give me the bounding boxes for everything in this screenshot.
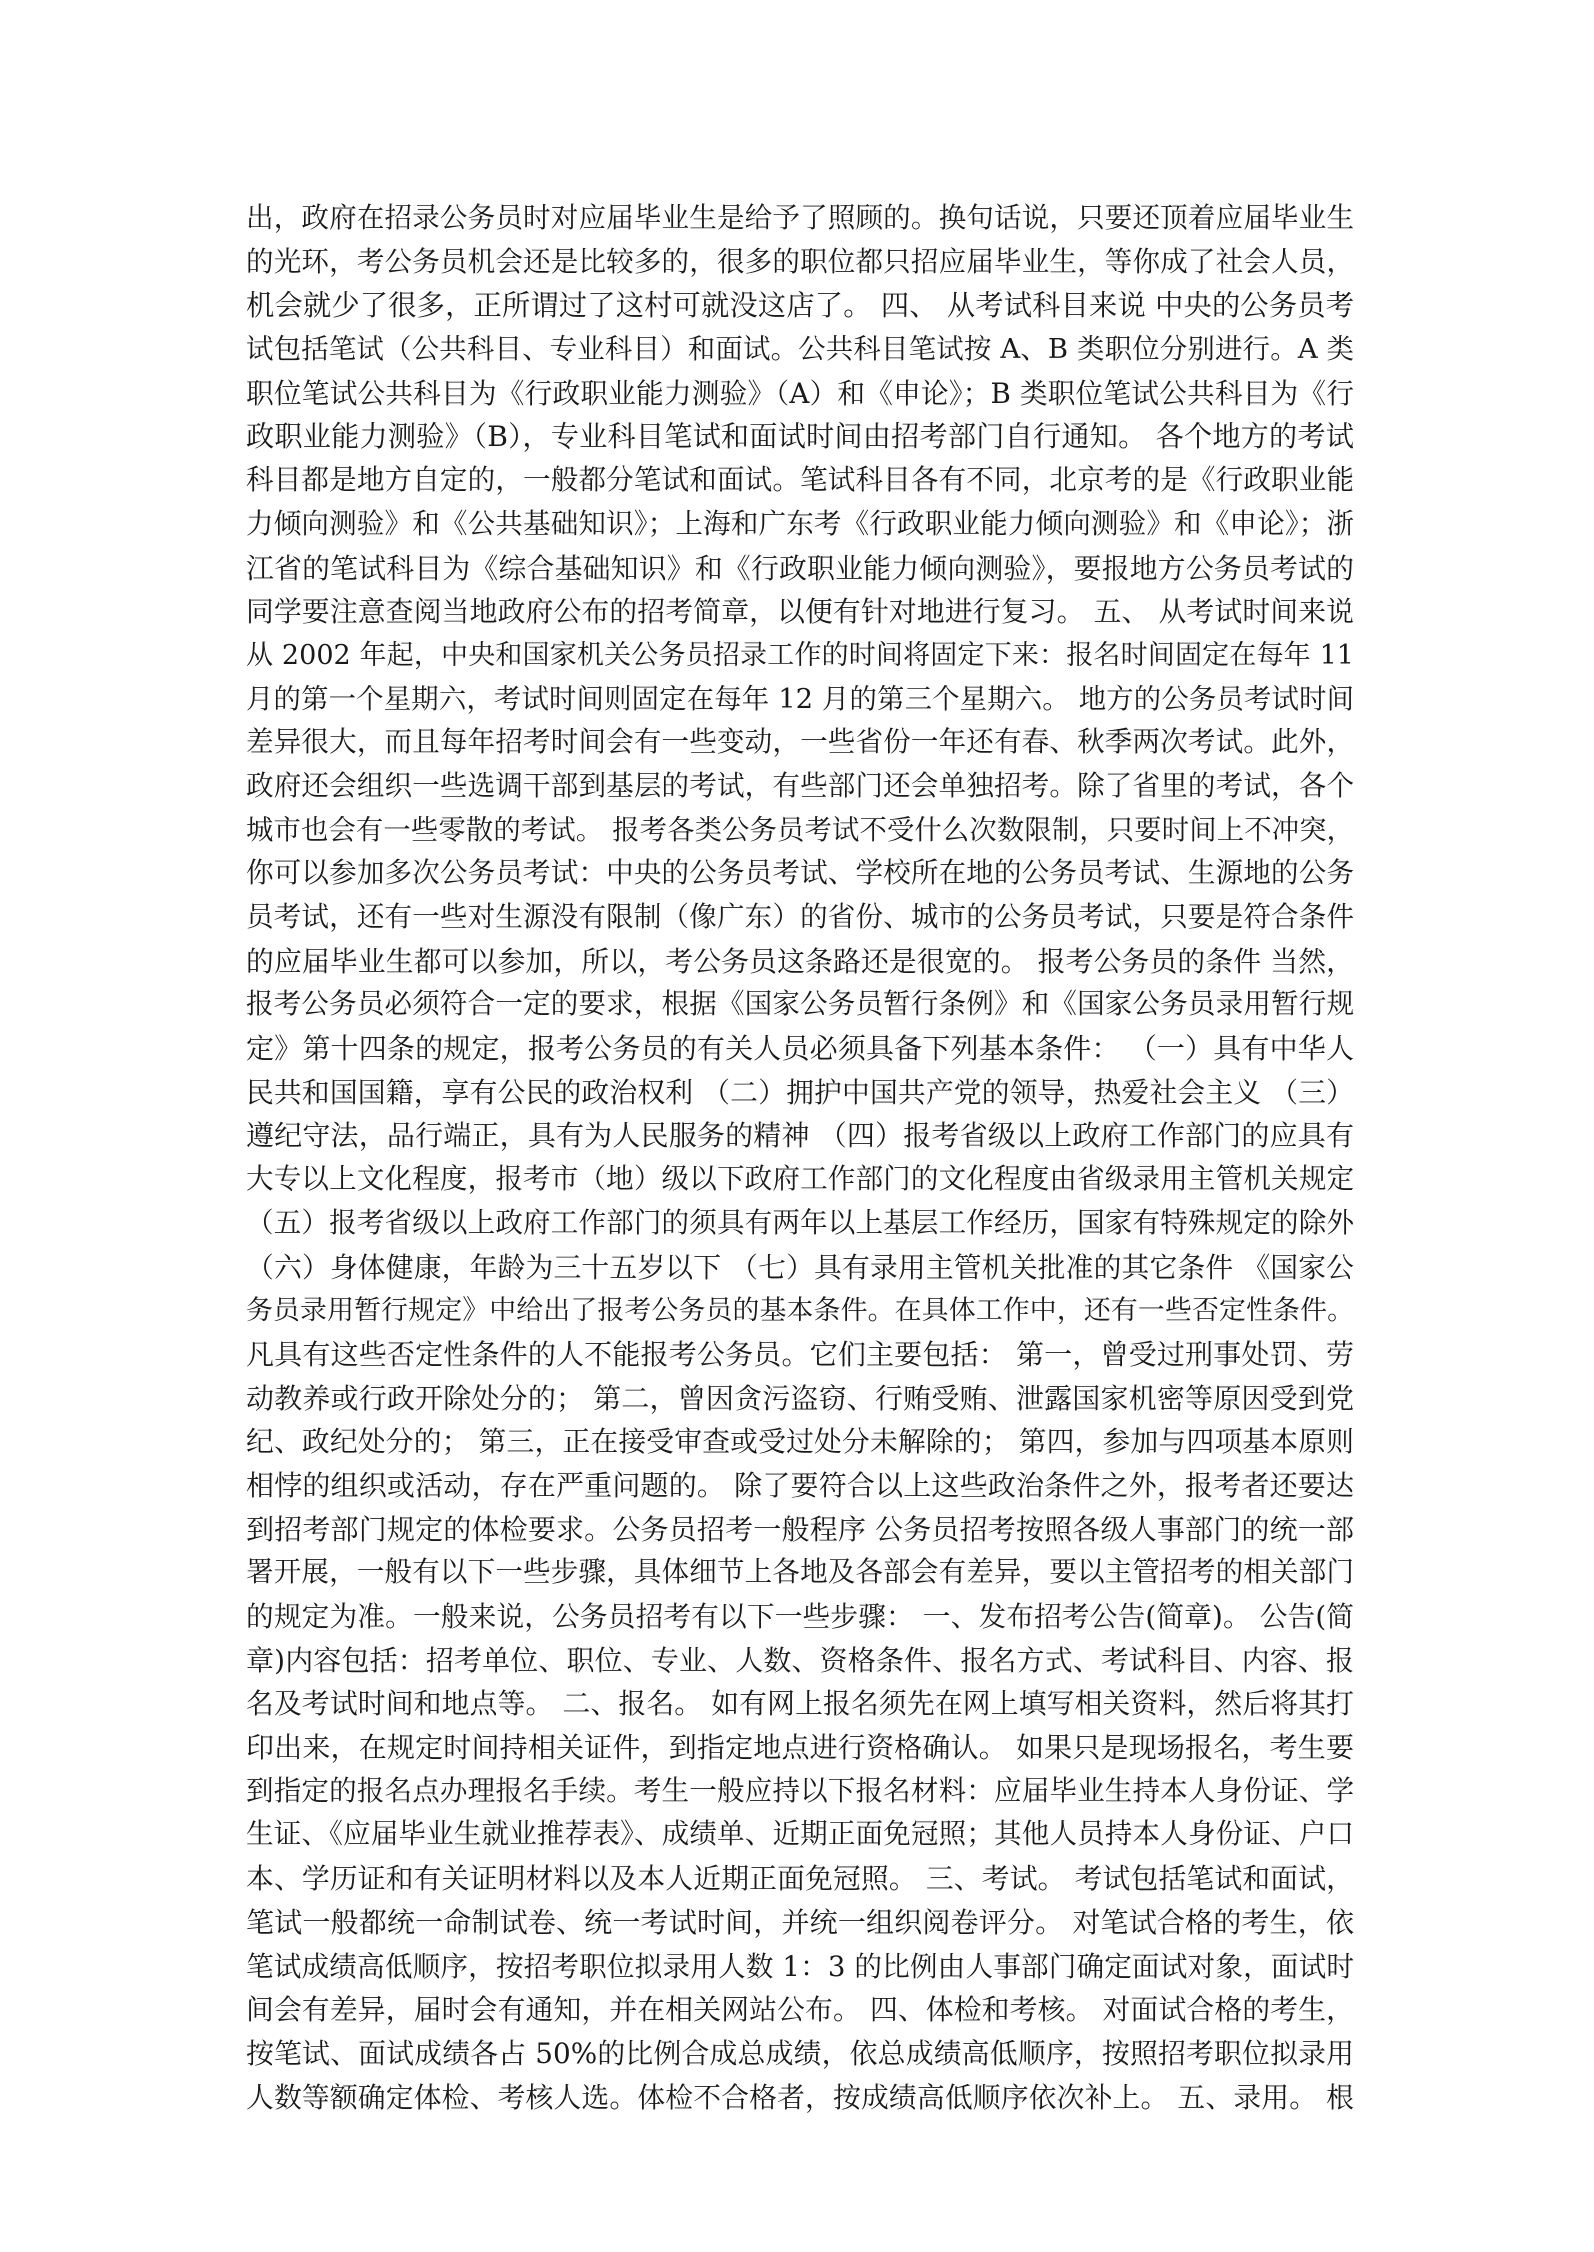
text-line: 政职业能力测验》（B），专业科目笔试和面试时间由招考部门自行通知。 各个地方的考试	[246, 420, 1354, 454]
text-line: 机会就少了很多，正所谓过了这村可就没这店了。 四、 从考试科目来说 中央的公务员考	[246, 289, 1354, 323]
text-line: 印出来，在规定时间持相关证件，到指定地点进行资格确认。 如果只是现场报名，考生要	[246, 1731, 1354, 1765]
text-line: 定》第十四条的规定，报考公务员的有关人员必须具备下列基本条件： （一）具有中华人	[246, 1032, 1354, 1066]
text-line: 的光环，考公务员机会还是比较多的，很多的职位都只招应届毕业生，等你成了社会人员，	[246, 245, 1354, 278]
text-line: 笔试成绩高低顺序，按招考职位拟录用人数 1：3 的比例由人事部门确定面试对象，面试时	[246, 1949, 1354, 1983]
text-line: 名及考试时间和地点等。 二、报名。 如有网上报名须先在网上填写相关资料，然后将其打	[246, 1687, 1354, 1721]
text-line: 的应届毕业生都可以参加，所以，考公务员这条路还是很宽的。 报考公务员的条件 当然，	[246, 944, 1354, 978]
text-line: 相悖的组织或活动，存在严重问题的。 除了要符合以上这些政治条件之外，报考者还要达	[246, 1468, 1354, 1502]
text-line: 员考试，还有一些对生源没有限制（像广东）的省份、城市的公务员考试，只要是符合条件	[246, 901, 1354, 933]
text-line: 笔试一般都统一命制试卷、统一考试时间，并统一组织阅卷评分。 对笔试合格的考生，依	[246, 1905, 1354, 1939]
text-line: 月的第一个星期六，考试时间则固定在每年 12 月的第三个星期六。 地方的公务员考试时间	[246, 683, 1354, 715]
text-line: 报考公务员必须符合一定的要求，根据《国家公务员暂行条例》和《国家公务员录用暂行规	[246, 988, 1354, 1021]
text-line: 城市也会有一些零散的考试。 报考各类公务员考试不受什么次数限制，只要时间上不冲突，	[246, 814, 1354, 846]
text-line: 科目都是地方自定的，一般都分笔试和面试。笔试科目各有不同，北京考的是《行政职业能	[246, 464, 1354, 497]
text-line: 的规定为准。一般来说，公务员招考有以下一些步骤： 一、发布招考公告(简章)。 公告(简	[246, 1600, 1354, 1633]
text-line: 出，政府在招录公务员时对应届毕业生是给予了照顾的。换句话说，只要还顶着应届毕业生	[246, 202, 1354, 234]
text-line: 到指定的报名点办理报名手续。考生一般应持以下报名材料：应届毕业生持本人身份证、学	[246, 1774, 1354, 1807]
body-text	[246, 197, 1354, 2119]
text-line: 民共和国国籍，享有公民的政治权利 （二）拥护中国共产党的领导，热爱社会主义 （三）	[246, 1075, 1354, 1109]
text-line: 到招考部门规定的体检要求。公务员招考一般程序 公务员招考按照各级人事部门的统一部	[246, 1512, 1354, 1546]
text-line: 务员录用暂行规定》中给出了报考公务员的基本条件。在具体工作中，还有一些否定性条件。	[246, 1295, 1354, 1327]
text-line: 纪、政纪处分的； 第三，正在接受审查或受过处分未解除的； 第四，参加与四项基本原则	[246, 1425, 1354, 1459]
text-line: 章)内容包括：招考单位、职位、专业、人数、资格条件、报名方式、考试科目、内容、报	[246, 1643, 1354, 1677]
text-line: 遵纪守法，品行端正，具有为人民服务的精神 （四）报考省级以上政府工作部门的应具有	[246, 1119, 1354, 1153]
text-line: 职位笔试公共科目为《行政职业能力测验》（A）和《申论》；B 类职位笔试公共科目为《行	[246, 376, 1354, 410]
text-line: 署开展，一般有以下一些步骤，具体细节上各地及各部会有差异，要以主管招考的相关部门	[246, 1556, 1354, 1589]
text-line: 江省的笔试科目为《综合基础知识》和《行政职业能力倾向测验》，要报地方公务员考试的	[246, 551, 1354, 585]
text-line: 同学要注意查阅当地政府公布的招考简章，以便有针对地进行复习。 五、 从考试时间来说	[246, 595, 1354, 629]
text-line: 力倾向测验》和《公共基础知识》；上海和广东考《行政职业能力倾向测验》和《申论》；浙	[246, 507, 1354, 540]
text-line: 间会有差异，届时会有通知，并在相关网站公布。 四、体检和考核。 对面试合格的考生，	[246, 1993, 1354, 2027]
text-line: 生证、《应届毕业生就业推荐表》、成绩单、近期正面免冠照；其他人员持本人身份证、户口	[246, 1818, 1354, 1851]
text-line: 政府还会组织一些选调干部到基层的考试，有些部门还会单独招考。除了省里的考试，各个	[246, 769, 1354, 802]
text-line: 大专以上文化程度，报考市（地）级以下政府工作部门的文化程度由省级录用主管机关规定	[246, 1163, 1354, 1196]
text-line: 试包括笔试（公共科目、专业科目）和面试。公共科目笔试按 A、B 类职位分别进行。A 类	[246, 334, 1354, 366]
text-line: 动教养或行政开除处分的； 第二，曾因贪污盗窃、行贿受贿、泄露国家机密等原因受到党	[246, 1381, 1354, 1415]
text-line: 你可以参加多次公务员考试：中央的公务员考试、学校所在地的公务员考试、生源地的公务	[246, 857, 1354, 890]
text-line: 本、学历证和有关证明材料以及本人近期正面免冠照。 三、考试。 考试包括笔试和面试，	[246, 1862, 1354, 1896]
text-line: （六）身体健康，年龄为三十五岁以下 （七）具有录用主管机关批准的其它条件 《国家公	[246, 1250, 1354, 1284]
text-line: 凡具有这些否定性条件的人不能报考公务员。它们主要包括： 第一，曾受过刑事处罚、劳	[246, 1337, 1354, 1371]
text-line: 按笔试、面试成绩各占 50%的比例合成总成绩，依总成绩高低顺序，按照招考职位拟录用	[246, 2036, 1354, 2070]
text-line: 差异很大，而且每年招考时间会有一些变动，一些省份一年还有春、秋季两次考试。此外，	[246, 726, 1354, 759]
text-line: 从 2002 年起，中央和国家机关公务员招录工作的时间将固定下来：报名时间固定在每年 11	[246, 639, 1354, 671]
text-line: （五）报考省级以上政府工作部门的须具有两年以上基层工作经历，国家有特殊规定的除外	[246, 1206, 1354, 1239]
text-line: 人数等额确定体检、考核人选。体检不合格者，按成绩高低顺序依次补上。 五、录用。 根	[246, 2080, 1354, 2114]
